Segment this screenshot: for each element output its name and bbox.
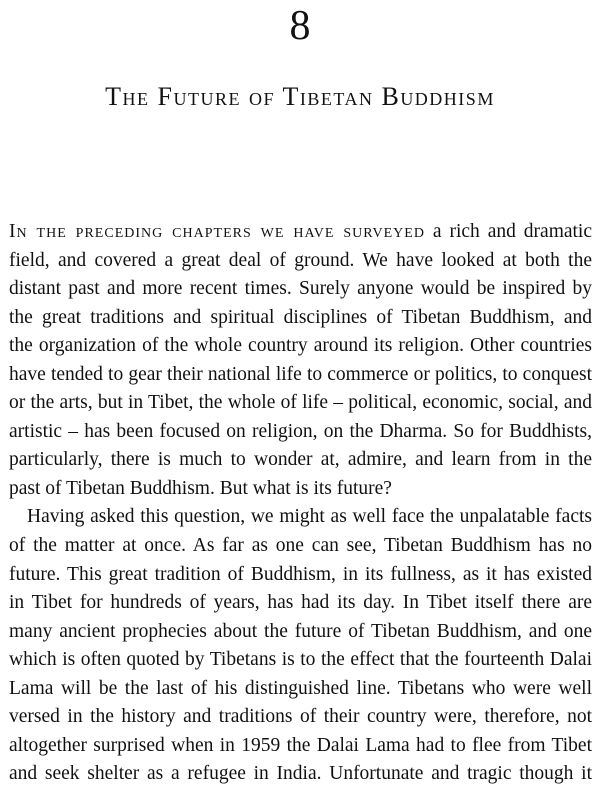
chapter-number: 8 [289,3,311,49]
text-line: field, and covered a great deal of ground. We have looked at both the [9,249,592,271]
text-line: the organization of the whole country around its religion. Other countries [9,335,592,357]
chapter-title: The Future of Tibetan Buddhism [105,82,495,111]
text-line: the great traditions and spiritual disciplines of Tibetan Buddhism, and [9,306,592,328]
text-line: future. This great tradition of Buddhism, in its fullness, as it has existed [9,563,592,585]
text-line: altogether surprised when in 1959 the Dalai Lama had to flee from Tibet [9,734,592,756]
text-line: distant past and more recent times. Surely anyone would be inspired by [9,278,592,300]
text-line: or the arts, but in Tibet, the whole of life – political, economic, social, and [9,392,592,414]
text-line: many ancient prophecies about the future of Tibetan Buddhism, and one [9,620,592,642]
text-line: in Tibet for hundreds of years, has had its day. In Tibet itself there are [9,592,592,614]
chapter-body [9,218,592,789]
text-line: of the matter at once. As far as one can see, Tibetan Buddhism has no [9,535,592,557]
lead-in-small-caps: In the preceding chapters we have surveyed [9,221,425,242]
text-line: and seek shelter as a refugee in India. Unfortunate and tragic though it [9,763,592,785]
text-line: In the preceding chapters we have surveyed a rich and dramatic [9,221,593,242]
text-line: particularly, there is much to wonder at, admire, and learn from in the [9,449,592,471]
text-line: versed in the history and traditions of their country were, therefore, not [9,706,592,728]
paragraph-1 [9,218,592,503]
text-line: Having asked this question, we might as well face the unpalatable facts [27,506,592,528]
text-line: have tended to gear their national life to commerce or politics, to conquest [9,363,592,385]
text-line: Lama will be the last of his distinguished line. Tibetans who were well [9,677,592,699]
text-line: artistic – has been focused on religion, on the Dharma. So for Buddhists, [9,420,592,442]
text-line: past of Tibetan Buddhism. But what is its future? [9,477,392,499]
text-line: which is often quoted by Tibetans is to the effect that the fourteenth Dalai [9,649,592,671]
paragraph-2 [9,503,592,788]
